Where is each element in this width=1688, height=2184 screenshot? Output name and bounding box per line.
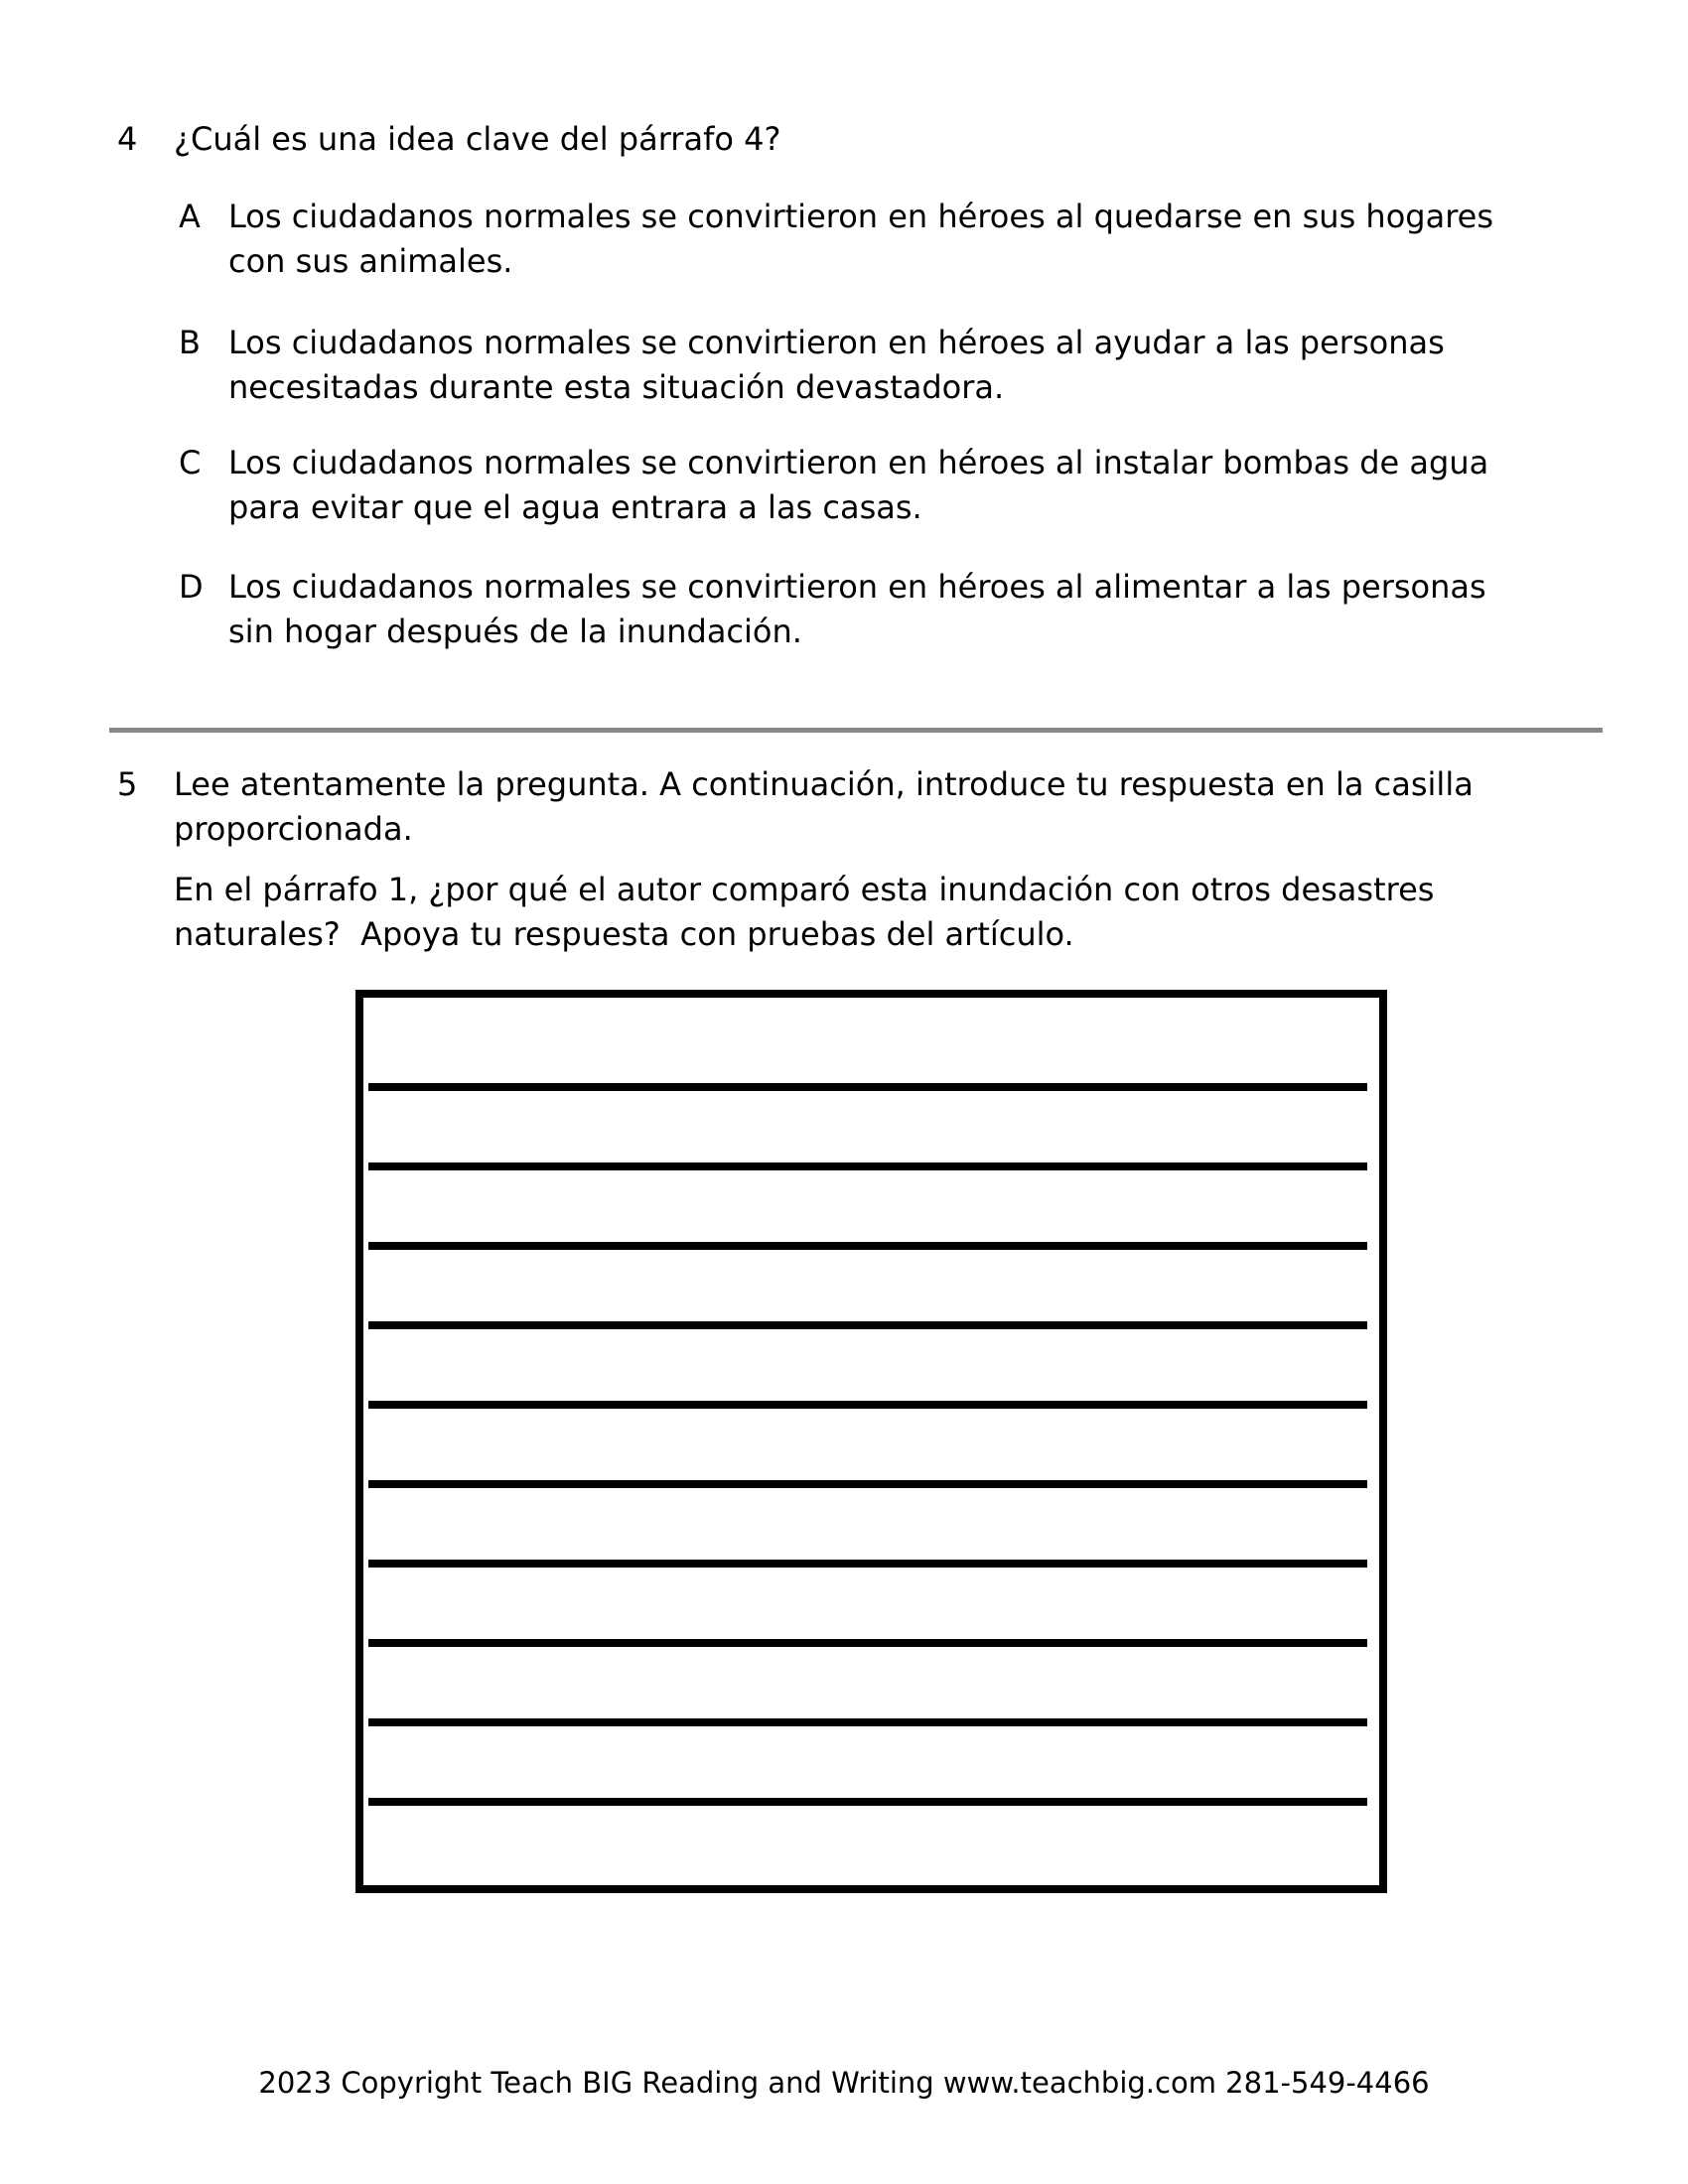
option-b: [179, 321, 1445, 410]
option-d-letter: D: [179, 568, 204, 606]
question-5-instruction-line-2: proporcionada.: [174, 810, 413, 848]
answer-ruled-line: [368, 1798, 1367, 1806]
question-5-instruction-line-1: Lee atentamente la pregunta. A continuación, introduce tu respuesta en la casilla: [174, 765, 1474, 803]
option-c-letter: C: [179, 444, 202, 481]
option-d-line-1: Los ciudadanos normales se convirtieron en héroes al alimentar a las personas: [228, 568, 1486, 606]
answer-ruled-line: [368, 1162, 1367, 1170]
option-d-text: [228, 565, 1486, 654]
answer-ruled-line: [368, 1242, 1367, 1250]
question-5-instruction: [174, 762, 1474, 852]
option-a: [179, 195, 1493, 284]
answer-ruled-line: [368, 1560, 1367, 1568]
footer-text: 2023 Copyright Teach BIG Reading and Writing www.teachbig.com 281-549-4466: [258, 2066, 1430, 2100]
option-b-line-1: Los ciudadanos normales se convirtieron en héroes al ayudar a las personas: [228, 324, 1445, 361]
option-b-text: [228, 321, 1445, 410]
option-c-line-2: para evitar que el agua entrara a las casas.: [228, 488, 922, 526]
answer-ruled-line: [368, 1480, 1367, 1488]
option-b-letter: B: [179, 324, 201, 361]
question-5-prompt-line-2: naturales? Apoya tu respuesta con pruebas del artículo.: [174, 915, 1074, 953]
question-4-text: ¿Cuál es una idea clave del párrafo 4?: [174, 120, 781, 158]
answer-ruled-line: [368, 1321, 1367, 1329]
answer-box[interactable]: [355, 990, 1387, 1893]
option-c-text: [228, 441, 1488, 530]
question-4-number: 4: [117, 120, 138, 158]
option-a-line-1: Los ciudadanos normales se convirtieron en héroes al quedarse en sus hogares: [228, 198, 1493, 235]
answer-ruled-line: [368, 1083, 1367, 1091]
option-a-line-2: con sus animales.: [228, 242, 513, 280]
answer-ruled-line: [368, 1639, 1367, 1647]
option-c-line-1: Los ciudadanos normales se convirtieron en héroes al instalar bombas de agua: [228, 444, 1489, 481]
section-divider: [109, 728, 1603, 733]
option-d-line-2: sin hogar después de la inundación.: [228, 613, 802, 650]
answer-ruled-line: [368, 1718, 1367, 1726]
option-d: [179, 565, 1486, 654]
question-5-prompt-line-1: En el párrafo 1, ¿por qué el autor comparó esta inundación con otros desastres: [174, 871, 1435, 908]
question-5-prompt: [174, 868, 1434, 957]
option-b-line-2: necesitadas durante esta situación devastadora.: [228, 368, 1005, 406]
option-c: [179, 441, 1488, 530]
question-5-number: 5: [117, 765, 138, 803]
option-a-text: [228, 195, 1493, 284]
option-a-letter: A: [179, 198, 201, 235]
answer-ruled-line: [368, 1401, 1367, 1409]
